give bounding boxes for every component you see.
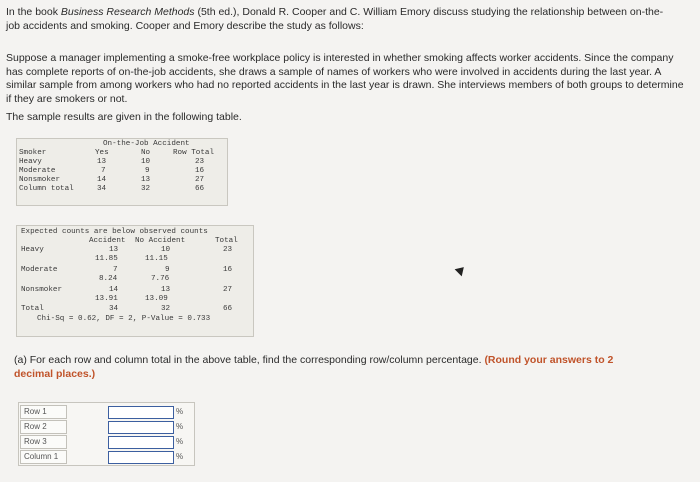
chi-square-result: Chi-Sq = 0.62, DF = 2, P-Value = 0.733 (37, 315, 211, 323)
table1-cell: 16 (195, 167, 205, 175)
answer-row-label: Row 1 (20, 405, 67, 419)
question-a (14, 354, 634, 381)
table2-observed: 14 (109, 286, 119, 294)
table2-row-label: Nonsmoker (21, 286, 63, 294)
answer-row-label: Row 2 (20, 420, 67, 434)
percent-sign: % (176, 407, 184, 416)
table1-cell: 14 (97, 176, 107, 184)
intro-paragraph-3: The sample results are given in the following table. (6, 111, 242, 123)
rounding-instruction: (Round your answers to 2 decimal places.) (14, 354, 614, 380)
table2-observed: 34 (109, 305, 119, 313)
book-title: Business Research Methods (60, 6, 195, 18)
table1-cell: 32 (141, 185, 151, 193)
answer-row-label: Column 1 (20, 450, 67, 464)
table2-caption: Expected counts are below observed counts (21, 228, 208, 236)
table1-header-no: No (141, 149, 151, 157)
mouse-cursor-icon (455, 264, 468, 277)
table1-row-label: Moderate (19, 167, 56, 175)
table1-header-row-total: Row Total (173, 149, 215, 157)
table2-observed: 7 (113, 266, 118, 274)
percent-sign: % (176, 437, 184, 446)
row3-percent-input[interactable] (108, 436, 174, 449)
table1-cell: 13 (97, 158, 107, 166)
table2-row-label: Moderate (21, 266, 58, 274)
table2-total: 23 (223, 246, 233, 254)
table2-observed: 10 (161, 246, 171, 254)
expected-counts-table (16, 225, 254, 337)
table2-expected: 13.09 (145, 295, 168, 303)
answer-row-label: Row 3 (20, 435, 67, 449)
table2-header-total: Total (215, 237, 238, 245)
row2-percent-input[interactable] (108, 421, 174, 434)
table2-expected: 13.91 (95, 295, 118, 303)
intro-paragraph-1: In the book Business Research Methods (5th ed.), Donald R. Cooper and C. William Emory discuss studying the relationship between on-the-job accidents and smoking. Cooper and Emory describe the study as follows: (6, 6, 664, 32)
table2-observed: 9 (165, 266, 170, 274)
table2-expected: 11.85 (95, 255, 118, 263)
table2-row-label: Total (21, 305, 44, 313)
table1-cell: 10 (141, 158, 151, 166)
table2-expected: 7.76 (151, 275, 170, 283)
table1-cell: 23 (195, 158, 205, 166)
row1-percent-input[interactable] (108, 406, 174, 419)
table1-cell: 7 (101, 167, 106, 175)
question-text: (a) For each row and column total in the above table, find the corresponding row/column percentage. (14, 354, 485, 366)
observed-counts-table (16, 138, 228, 206)
table1-cell: 9 (145, 167, 150, 175)
table2-header-accident: Accident (89, 237, 126, 245)
percent-sign: % (176, 422, 184, 431)
table2-header-no-accident: No Accident (135, 237, 186, 245)
table1-cell: 27 (195, 176, 205, 184)
table2-expected: 8.24 (99, 275, 118, 283)
table2-expected: 11.15 (145, 255, 168, 263)
table2-total: 16 (223, 266, 233, 274)
intro-paragraph-2: Suppose a manager implementing a smoke-free workplace policy is interested in whether smoking affects worker accidents. Since the company has complete reports of on-the-job accidents, she draws a sample of names of workers who were involved in accidents during the last year. A similar sample from among workers who had no reported accidents in the last year is drawn. She interviews members of both groups to determine if they are smokers or not. (6, 52, 684, 105)
table2-total: 27 (223, 286, 233, 294)
table1-cell: 34 (97, 185, 107, 193)
table1-row-label: Column total (19, 185, 74, 193)
table2-observed: 13 (109, 246, 119, 254)
table2-observed: 13 (161, 286, 171, 294)
table1-header-smoker: Smoker (19, 149, 47, 157)
column1-percent-input[interactable] (108, 451, 174, 464)
table2-row-label: Heavy (21, 246, 44, 254)
table2-total: 66 (223, 305, 233, 313)
table1-header-yes: Yes (95, 149, 109, 157)
table1-cell: 13 (141, 176, 151, 184)
table1-row-label: Heavy (19, 158, 42, 166)
table1-group-header: On-the-Job Accident (103, 140, 190, 148)
percent-sign: % (176, 452, 184, 461)
table1-row-label: Nonsmoker (19, 176, 61, 184)
table1-cell: 66 (195, 185, 205, 193)
table2-observed: 32 (161, 305, 171, 313)
